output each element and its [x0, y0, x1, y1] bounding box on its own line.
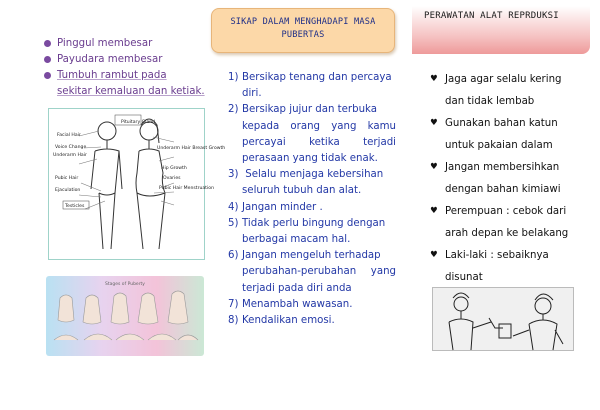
list-item: 7) Menambah wawasan.: [228, 298, 353, 310]
list-item: 8) Kendalikan emosi.: [228, 315, 335, 327]
hygiene-sketch-image: [432, 287, 574, 351]
care-section-title-banner: [412, 6, 590, 54]
list-item: ♥ Jangan membersihkan dengan bahan kimiawi: [430, 162, 561, 195]
attitude-numbered-list: [228, 70, 396, 329]
heart-bullet-icon: ♥: [430, 74, 438, 84]
label-voice-change: Voice Change: [55, 145, 87, 150]
heart-bullet-icon: ♥: [430, 206, 438, 216]
stages-of-puberty-image: [46, 276, 204, 356]
list-item: 3) Selalu menjaga kebersihan seluruh tubuh dan alat.: [228, 169, 384, 197]
heart-bullet-icon: ♥: [430, 250, 438, 260]
list-item: 2) Bersikap jujur dan terbuka kepada orang yang kamu percayai ketika terjadi perasaan yang tidak enak.: [228, 104, 396, 165]
puberty-stages-illustration: [46, 276, 204, 356]
list-item: 5) Tidak perlu bingung dengan berbagai macam hal.: [228, 217, 386, 246]
heart-bullet-icon: ♥: [430, 162, 438, 172]
label-ovaries: Ovaries: [163, 176, 181, 181]
list-item: ♥ Jaga agar selalu kering dan tidak lembab: [430, 74, 562, 107]
label-pubic-hair: Pubic Hair: [55, 176, 79, 181]
body-outline-illustration: [49, 109, 226, 259]
label-ejaculation: Ejaculation: [55, 188, 81, 193]
list-item: ♥ Laki-laki : sebaiknya disunat: [430, 250, 549, 283]
bullet-dot-icon: [44, 56, 51, 63]
list-item-continuation: sekitar kemaluan dan ketiak.: [57, 86, 205, 97]
list-item: ♥ Perempuan : cebok dari arah depan ke belakang: [430, 206, 569, 239]
label-facial-hair: Facial Hair: [57, 133, 81, 138]
list-item: Pinggul membesar: [40, 36, 205, 52]
section-title: PERAWATAN ALAT REPRDUKSI: [424, 11, 559, 21]
bullet-dot-icon: [44, 40, 51, 47]
label-testicles: Testicles: [65, 204, 85, 209]
list-item: 1) Bersikap tenang dan percaya diri.: [228, 72, 392, 100]
label-pubic-menstruation: Pubic Hair Menstruation: [159, 186, 214, 191]
list-item: ♥ Gunakan bahan katun untuk pakaian dalam: [430, 118, 558, 151]
list-item: Tumbuh rambut pada: [40, 68, 205, 84]
list-item: 6) Jangan mengeluh terhadap perubahan-perubahan yang terjadi pada diri anda: [228, 250, 396, 294]
list-item: 4) Jangan minder .: [228, 201, 323, 213]
section-title-line2: PUBERTAS: [281, 30, 325, 40]
puberty-body-diagram: [48, 108, 226, 260]
people-sketch-illustration: [433, 288, 573, 350]
label-pituitary-gland: Pituitary Gland: [121, 120, 156, 125]
section-title-line1: SIKAP DALAM MENGHADAPI MASA: [230, 17, 376, 27]
stages-title: Stages of Puberty: [105, 282, 145, 287]
list-item: Payudara membesar: [40, 52, 205, 68]
puberty-changes-list: [40, 36, 205, 100]
heart-bullet-icon: ♥: [430, 118, 438, 128]
bullet-dot-icon: [44, 72, 51, 79]
attitude-section-title-banner: [211, 8, 395, 53]
label-underarm-breast: Underarm Hair Breast Growth: [157, 146, 226, 151]
label-hip-growth: Hip Growth: [161, 166, 187, 171]
label-underarm-hair: Underarm Hair: [53, 153, 87, 158]
care-tips-list: [430, 74, 580, 294]
